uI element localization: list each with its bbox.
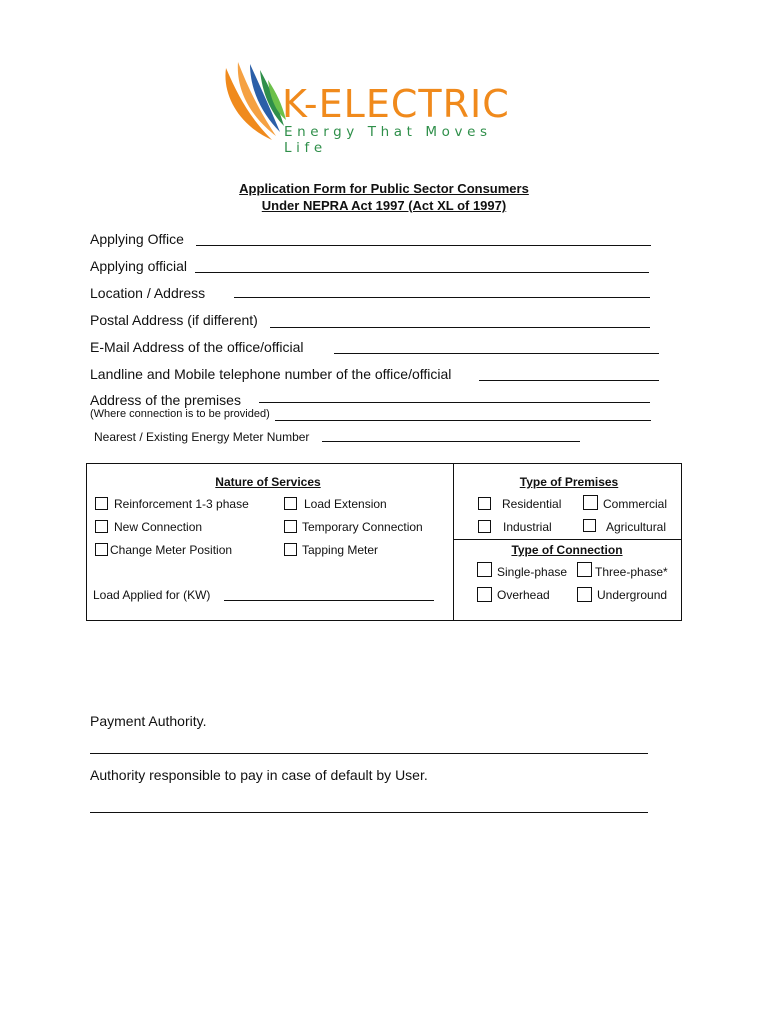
- applying-office-label: Applying Office: [90, 231, 184, 247]
- industrial-checkbox[interactable]: [478, 520, 491, 533]
- meter-number-label: Nearest / Existing Energy Meter Number: [94, 430, 310, 444]
- location-address-line[interactable]: [234, 297, 650, 298]
- logo-tagline: Energy That Moves Life: [284, 124, 492, 156]
- table-divider-vertical: [453, 463, 454, 620]
- reinforcement-label: Reinforcement 1-3 phase: [114, 497, 249, 511]
- telephone-line[interactable]: [479, 380, 659, 381]
- logo-leaf-icon: [220, 56, 290, 146]
- residential-checkbox[interactable]: [478, 497, 491, 510]
- commercial-checkbox[interactable]: [583, 495, 598, 510]
- postal-address-line[interactable]: [270, 327, 650, 328]
- underground-checkbox[interactable]: [577, 587, 592, 602]
- telephone-label: Landline and Mobile telephone number of the office/official: [90, 366, 452, 382]
- email-address-label: E-Mail Address of the office/official: [90, 339, 304, 355]
- agricultural-checkbox[interactable]: [583, 519, 596, 532]
- reinforcement-checkbox[interactable]: [95, 497, 108, 510]
- type-of-premises-title: Type of Premises: [519, 475, 619, 489]
- three-phase-label: Three-phase*: [595, 565, 668, 579]
- premises-address-label: Address of the premises: [90, 392, 241, 408]
- default-authority-label: Authority responsible to pay in case of default by User.: [90, 767, 428, 783]
- premises-address-line-2[interactable]: [275, 420, 651, 421]
- temporary-connection-label: Temporary Connection: [302, 520, 423, 534]
- three-phase-checkbox[interactable]: [577, 562, 592, 577]
- payment-authority-label: Payment Authority.: [90, 713, 207, 729]
- overhead-label: Overhead: [497, 588, 550, 602]
- email-address-line[interactable]: [334, 353, 659, 354]
- industrial-label: Industrial: [503, 520, 552, 534]
- table-divider-horizontal: [453, 539, 681, 540]
- applying-official-line[interactable]: [195, 272, 649, 273]
- residential-label: Residential: [502, 497, 562, 511]
- change-meter-position-label: Change Meter Position: [110, 543, 233, 557]
- new-connection-checkbox[interactable]: [95, 520, 108, 533]
- type-of-connection-title: Type of Connection: [511, 543, 623, 557]
- meter-number-line[interactable]: [322, 441, 580, 442]
- location-address-label: Location / Address: [90, 285, 206, 301]
- load-extension-checkbox[interactable]: [284, 497, 297, 510]
- temporary-connection-checkbox[interactable]: [284, 520, 297, 533]
- tapping-meter-label: Tapping Meter: [302, 543, 379, 557]
- postal-address-label: Postal Address (if different): [90, 312, 258, 328]
- overhead-checkbox[interactable]: [477, 587, 492, 602]
- form-title-line2: Under NEPRA Act 1997 (Act XL of 1997): [261, 198, 507, 213]
- change-meter-position-checkbox[interactable]: [95, 543, 108, 556]
- commercial-label: Commercial: [603, 497, 668, 511]
- single-phase-checkbox[interactable]: [477, 562, 492, 577]
- premises-note: (Where connection is to be provided): [90, 408, 270, 420]
- k-electric-logo: [220, 56, 540, 156]
- single-phase-label: Single-phase: [497, 565, 568, 579]
- form-title-line1: Application Form for Public Sector Consumers: [239, 181, 529, 196]
- default-authority-line[interactable]: [90, 812, 648, 813]
- new-connection-label: New Connection: [114, 520, 203, 534]
- load-applied-label: Load Applied for (KW): [93, 588, 211, 602]
- nature-of-services-title: Nature of Services: [215, 475, 321, 489]
- premises-address-line[interactable]: [259, 402, 650, 403]
- tapping-meter-checkbox[interactable]: [284, 543, 297, 556]
- logo-wordmark: K-ELECTRIC: [282, 82, 510, 126]
- payment-authority-line[interactable]: [90, 753, 648, 754]
- agricultural-label: Agricultural: [606, 520, 667, 534]
- applying-office-line[interactable]: [196, 245, 651, 246]
- load-extension-label: Load Extension: [304, 497, 387, 511]
- underground-label: Underground: [597, 588, 668, 602]
- load-applied-line[interactable]: [224, 600, 434, 601]
- applying-official-label: Applying official: [90, 258, 188, 274]
